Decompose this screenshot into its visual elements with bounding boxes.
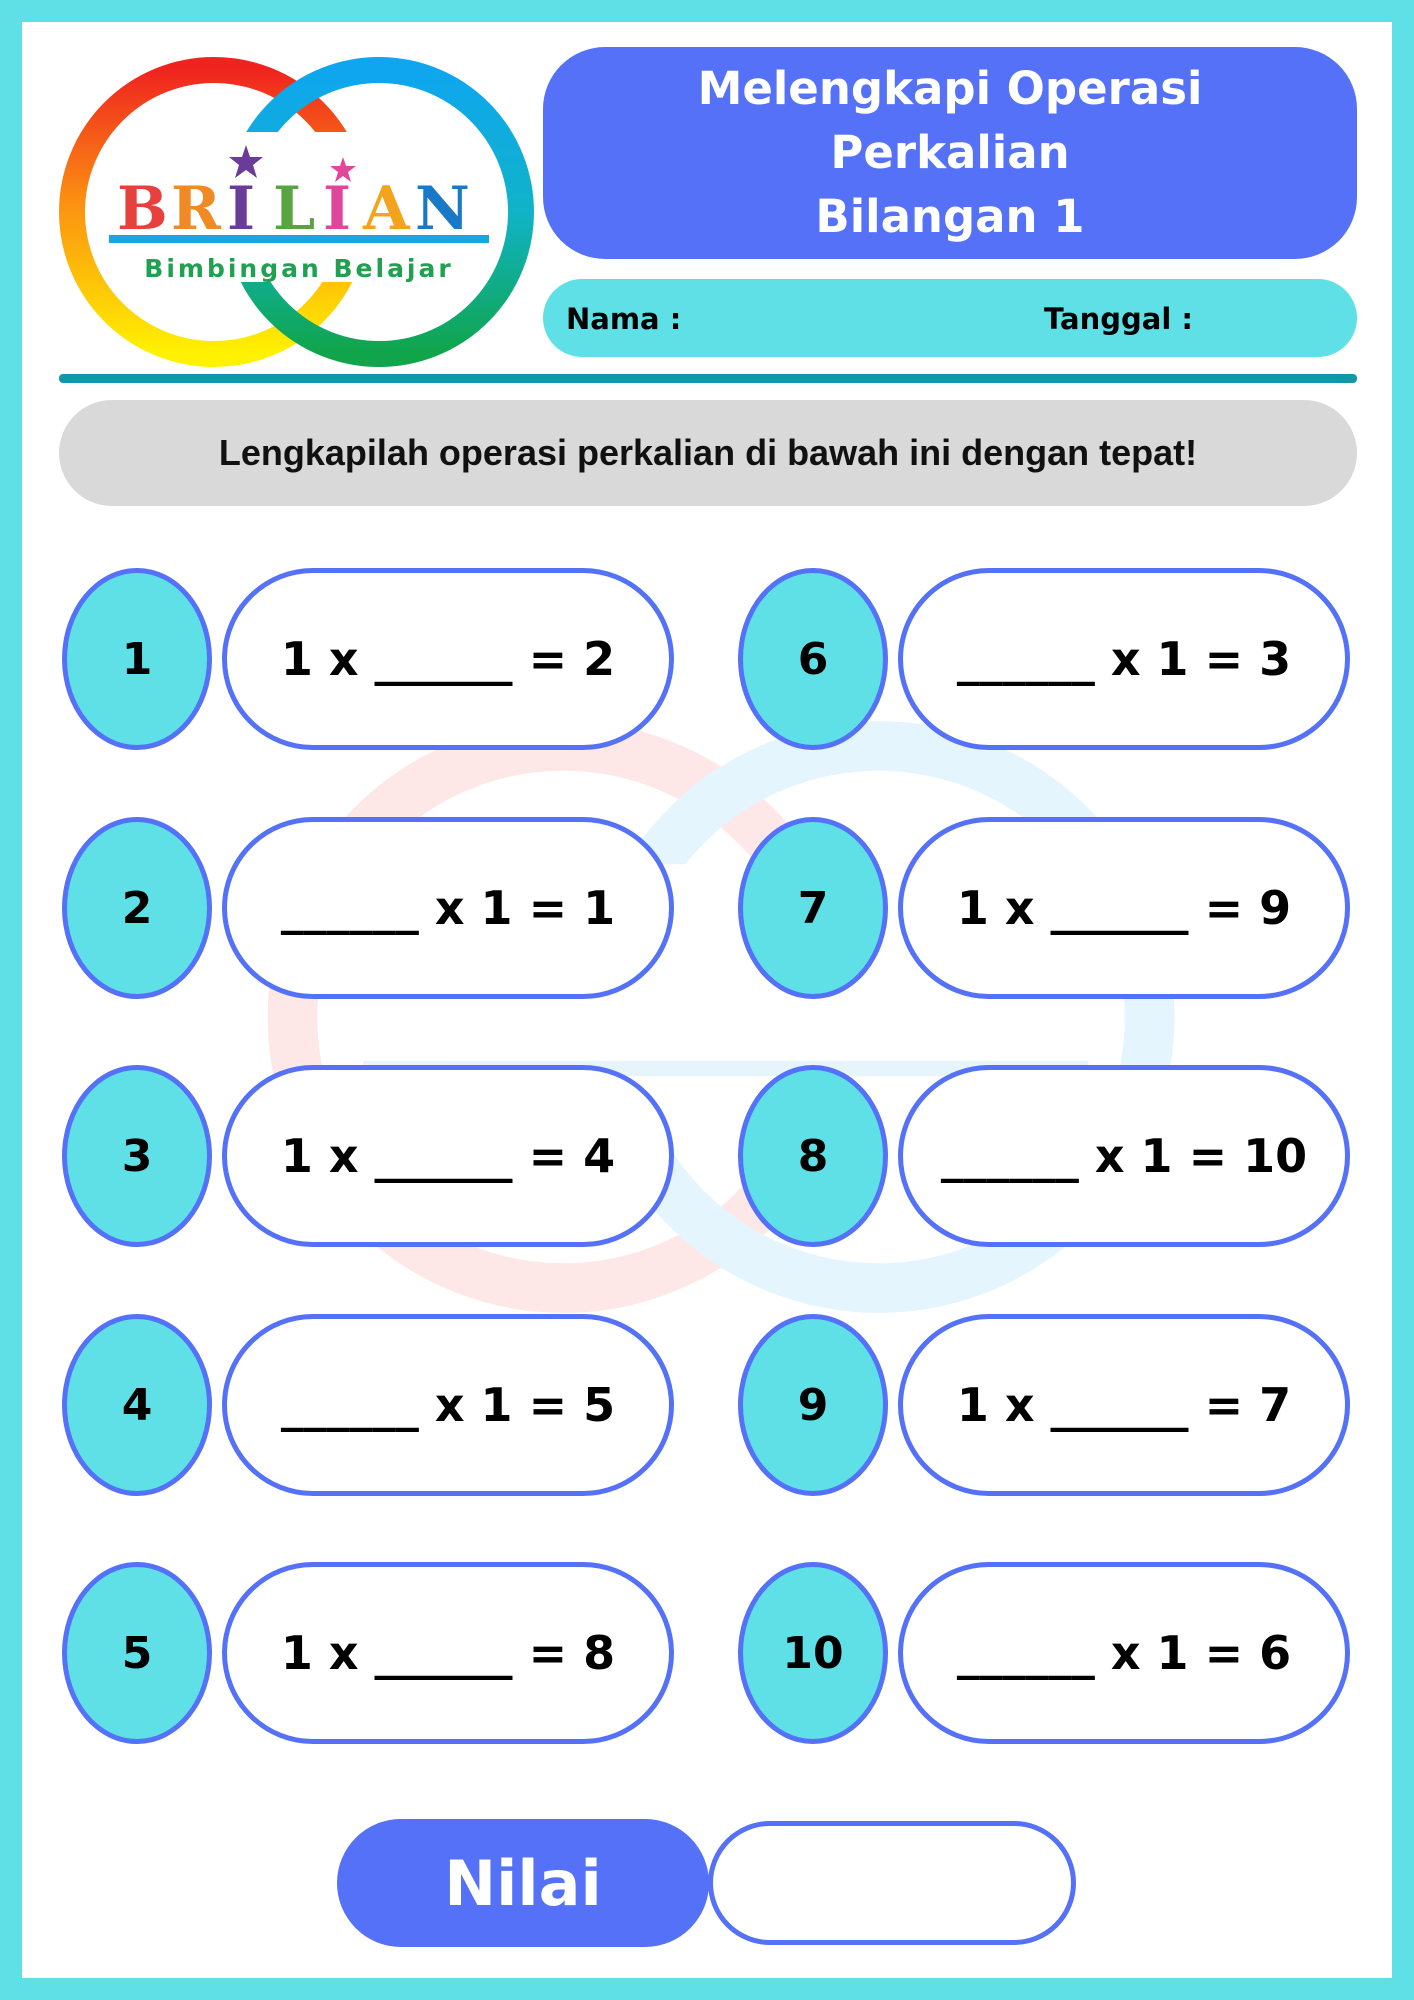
problem-answer-field[interactable]: 1 x ______ = 2 — [222, 568, 674, 750]
problem-answer-field[interactable]: 1 x ______ = 8 — [222, 1562, 674, 1744]
problem-number-badge: 8 — [738, 1065, 888, 1247]
logo-subtitle: Bimbingan Belajar — [144, 254, 454, 283]
problem-number-badge: 7 — [738, 817, 888, 999]
problem-number-badge: 3 — [62, 1065, 212, 1247]
problem-number-badge: 4 — [62, 1314, 212, 1496]
problem-number-badge: 1 — [62, 568, 212, 750]
problem-answer-field[interactable]: 1 x ______ = 7 — [898, 1314, 1350, 1496]
score-input-box[interactable] — [708, 1821, 1076, 1945]
date-label: Tanggal : — [1044, 302, 1193, 336]
svg-text:A: A — [363, 174, 410, 244]
problem-answer-field[interactable]: ______ x 1 = 10 — [898, 1065, 1350, 1247]
problem-number-badge: 2 — [62, 817, 212, 999]
svg-text:I: I — [227, 174, 256, 244]
title-line-1: Melengkapi Operasi Perkalian — [697, 62, 1203, 179]
svg-text:N: N — [415, 174, 470, 244]
worksheet-page — [22, 22, 1392, 1978]
problem-answer-field[interactable]: 1 x ______ = 9 — [898, 817, 1350, 999]
brilian-logo — [59, 47, 535, 377]
worksheet-title — [580, 57, 1320, 249]
problem-answer-field[interactable]: ______ x 1 = 3 — [898, 568, 1350, 750]
score-label: Nilai — [337, 1819, 709, 1947]
svg-text:I: I — [323, 174, 352, 244]
name-label: Nama : — [566, 302, 682, 336]
instruction-banner — [59, 400, 1357, 506]
title-banner — [543, 47, 1357, 259]
problem-answer-field[interactable]: 1 x ______ = 4 — [222, 1065, 674, 1247]
header-divider — [59, 374, 1357, 383]
svg-text:B: B — [117, 174, 168, 244]
problem-number-badge: 9 — [738, 1314, 888, 1496]
problem-answer-field[interactable]: ______ x 1 = 5 — [222, 1314, 674, 1496]
name-date-bar — [543, 279, 1357, 357]
title-line-2: Bilangan 1 — [815, 190, 1085, 243]
problem-number-badge: 6 — [738, 568, 888, 750]
svg-text:R: R — [171, 174, 221, 244]
problem-answer-field[interactable]: ______ x 1 = 6 — [898, 1562, 1350, 1744]
problem-number-badge: 5 — [62, 1562, 212, 1744]
instruction-text: Lengkapilah operasi perkalian di bawah ini dengan tepat! — [218, 432, 1198, 473]
problem-number-badge: 10 — [738, 1562, 888, 1744]
problem-answer-field[interactable]: ______ x 1 = 1 — [222, 817, 674, 999]
svg-text:L: L — [273, 174, 316, 244]
